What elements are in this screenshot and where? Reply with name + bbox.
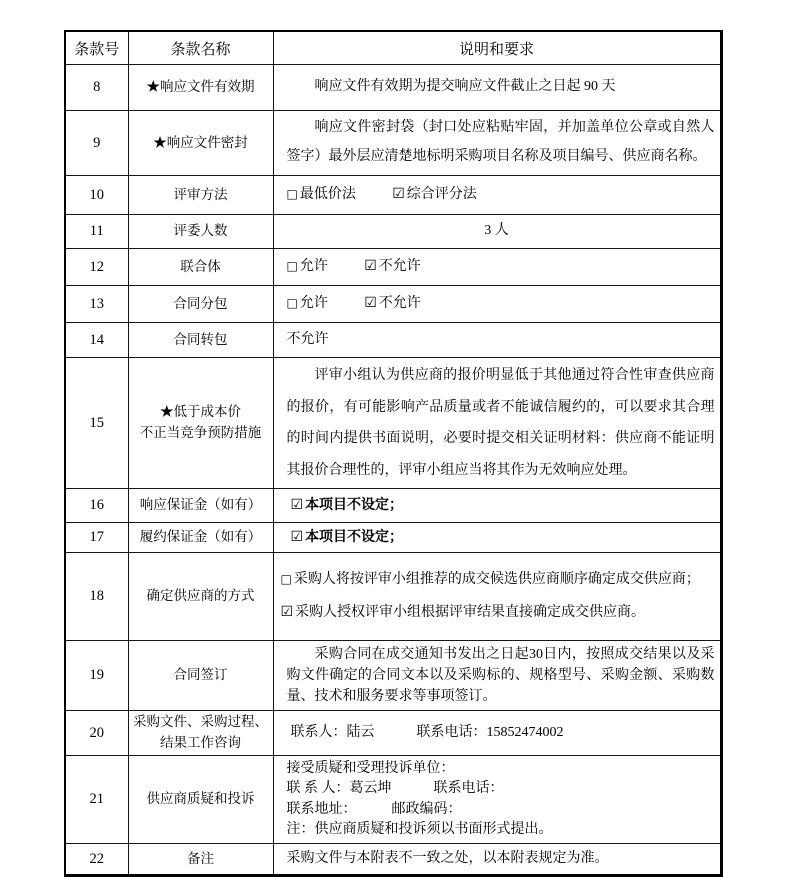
description-line — [279, 494, 715, 517]
clause-description — [273, 523, 721, 553]
clause-row-13 — [65, 286, 721, 323]
clause-description — [273, 215, 721, 249]
checkbox-unchecked-icon: □ — [280, 572, 292, 587]
description-line — [279, 569, 715, 591]
description-line — [279, 526, 715, 549]
option-label: 综合评分法 — [406, 187, 477, 203]
clause-row-17 — [65, 523, 721, 553]
clause-name — [128, 711, 273, 756]
clause-description — [273, 711, 721, 756]
clause-name-line: 合同分包 — [173, 295, 228, 311]
clauses-table — [64, 30, 723, 877]
clause-description — [273, 489, 721, 523]
description-line — [279, 255, 715, 278]
clause-no: 19 — [65, 641, 128, 711]
table-header-row — [65, 31, 721, 65]
description-line: 响应文件有效期为提交响应文件截止之日起 90 天 — [314, 79, 616, 95]
option-group — [364, 296, 421, 311]
clause-description — [273, 641, 721, 711]
clause-name — [128, 489, 273, 523]
clause-description — [273, 65, 721, 111]
clause-name — [128, 358, 273, 489]
col-header-clause-no: 条款号 — [65, 31, 128, 65]
clause-name — [128, 249, 273, 286]
clause-no: 11 — [65, 215, 128, 249]
clause-row-14 — [65, 323, 721, 358]
col-header-clause-name: 条款名称 — [128, 31, 273, 65]
clause-description — [273, 286, 721, 323]
clause-no: 16 — [65, 489, 128, 523]
clause-description — [273, 553, 721, 641]
clause-name-line: 备注 — [187, 850, 214, 866]
option-label: 不允许 — [378, 259, 421, 275]
option-label: 不允许 — [378, 296, 421, 312]
clause-row-20 — [65, 711, 721, 756]
description-line: 响应文件密封袋（封口处应粘贴牢固，并加盖单位公章或自然人签字）最外层应清楚地标明采购项目名称及项目编号、供应商名称。 — [286, 120, 715, 164]
clause-name-line: 评审方法 — [173, 186, 228, 202]
clause-description — [273, 323, 721, 358]
clause-no: 9 — [65, 111, 128, 176]
option-label: 本项目不设定； — [305, 497, 404, 513]
checkbox-checked-icon: ☑ — [280, 603, 294, 620]
clause-row-11 — [65, 215, 721, 249]
clause-name — [128, 844, 273, 876]
clause-row-16 — [65, 489, 721, 523]
clause-name-line: 合同转包 — [173, 331, 228, 347]
clause-name-line: 确定供应商的方式 — [146, 588, 255, 604]
clauses-table-body — [65, 65, 721, 876]
clause-no: 20 — [65, 711, 128, 756]
option-group — [287, 187, 356, 202]
clause-name-line: 评委人数 — [173, 223, 228, 239]
description-line: 3 人 — [484, 223, 509, 239]
checkbox-checked-icon: ☑ — [364, 258, 377, 275]
option-group — [392, 187, 477, 202]
option-label: 最低价法 — [299, 187, 356, 203]
option-group — [364, 259, 421, 274]
clause-no: 18 — [65, 553, 128, 641]
clause-description — [273, 358, 721, 489]
option-group — [281, 605, 646, 620]
clause-name-line: 履约保证金（如有） — [139, 529, 262, 545]
clause-row-8 — [65, 65, 721, 111]
clause-no: 12 — [65, 249, 128, 286]
clause-name-line: ★响应文件有效期 — [146, 79, 255, 95]
clause-name-line: 不正当竞争预防措施 — [139, 425, 262, 440]
option-label: 采购人将按评审小组推荐的成交候选供应商顺序确定成交供应商； — [293, 572, 700, 588]
option-label: 允许 — [299, 296, 328, 312]
description-line: 联系人：陆云 联系电话：15852474002 — [290, 724, 564, 740]
description-line: 注：供应商质疑和投诉须以书面形式提出。 — [286, 821, 553, 837]
checkbox-unchecked-icon: □ — [286, 296, 298, 311]
clause-row-22 — [65, 844, 721, 876]
option-group — [281, 572, 700, 587]
clause-name — [128, 323, 273, 358]
clause-name-line: 采购文件、采购过程、 — [133, 714, 268, 730]
description-line: 采购合同在成交通知书发出之日起30日内，按照成交结果以及采购文件确定的合同文本以及采购标的、规格型号、采购金额、采购数量、技术和服务要求等事项签订。 — [286, 647, 715, 704]
clause-row-21 — [65, 756, 721, 844]
description-line — [279, 183, 715, 206]
option-group — [291, 498, 404, 513]
option-group — [291, 530, 404, 545]
description-line: 采购文件与本附表不一致之处，以本附表规定为准。 — [286, 850, 609, 866]
clause-name-line: 供应商质疑和投诉 — [146, 791, 255, 807]
description-line: 接受质疑和受理投诉单位： — [286, 761, 455, 777]
clause-row-18 — [65, 553, 721, 641]
clause-row-12 — [65, 249, 721, 286]
clause-no: 17 — [65, 523, 128, 553]
description-line: 联系地址： 邮政编码： — [286, 801, 462, 817]
clause-no: 15 — [65, 358, 128, 489]
col-header-description: 说明和要求 — [273, 31, 721, 65]
option-group — [287, 259, 328, 274]
clause-no: 14 — [65, 323, 128, 358]
option-label: 允许 — [299, 259, 328, 275]
clause-name — [128, 523, 273, 553]
clause-no: 22 — [65, 844, 128, 876]
description-line: 不允许 — [286, 331, 329, 347]
clause-description — [273, 176, 721, 215]
clause-name-line: 响应保证金（如有） — [139, 497, 262, 513]
clause-name — [128, 215, 273, 249]
clause-description — [273, 756, 721, 844]
description-line: 联 系 人：葛云坤 联系电话： — [286, 781, 504, 797]
description-line: 评审小组认为供应商的报价明显低于其他通过符合性审查供应商的报价，有可能影响产品质量或者不能诚信履约的，可以要求其合理的时间内提供书面说明，必要时提交相关证明材料：供应商不能证明其报价合理性的，评审小组应当将其作为无效响应处理。 — [286, 368, 715, 478]
clause-name-line: 合同签订 — [173, 667, 228, 683]
description-line — [279, 292, 715, 315]
clause-name — [128, 641, 273, 711]
clause-description — [273, 249, 721, 286]
clause-row-19 — [65, 641, 721, 711]
option-label: 采购人授权评审小组根据评审结果直接确定成交供应商。 — [295, 604, 646, 620]
clause-name-line: 联合体 — [180, 258, 221, 274]
clause-no: 8 — [65, 65, 128, 111]
clause-name — [128, 553, 273, 641]
option-group — [287, 296, 328, 311]
clause-name — [128, 65, 273, 111]
clause-description — [273, 111, 721, 176]
checkbox-checked-icon: ☑ — [290, 528, 304, 545]
clause-name — [128, 111, 273, 176]
clause-description — [273, 844, 721, 876]
clause-no: 13 — [65, 286, 128, 323]
clause-no: 10 — [65, 176, 128, 215]
clause-no: 21 — [65, 756, 128, 844]
clause-name — [128, 756, 273, 844]
checkbox-checked-icon: ☑ — [290, 496, 304, 513]
clause-name-line: ★低于成本价 — [160, 404, 241, 420]
option-label: 本项目不设定； — [305, 529, 404, 545]
clause-name — [128, 286, 273, 323]
checkbox-checked-icon: ☑ — [392, 186, 405, 203]
clause-row-10 — [65, 176, 721, 215]
clause-name-line: ★响应文件密封 — [153, 134, 248, 150]
clause-row-9 — [65, 111, 721, 176]
clause-row-15 — [65, 358, 721, 489]
description-line — [279, 601, 715, 624]
checkbox-unchecked-icon: □ — [286, 259, 298, 274]
clause-name-line: 结果工作咨询 — [160, 735, 241, 750]
checkbox-checked-icon: ☑ — [364, 295, 377, 312]
clause-name — [128, 176, 273, 215]
checkbox-unchecked-icon: □ — [286, 187, 298, 202]
